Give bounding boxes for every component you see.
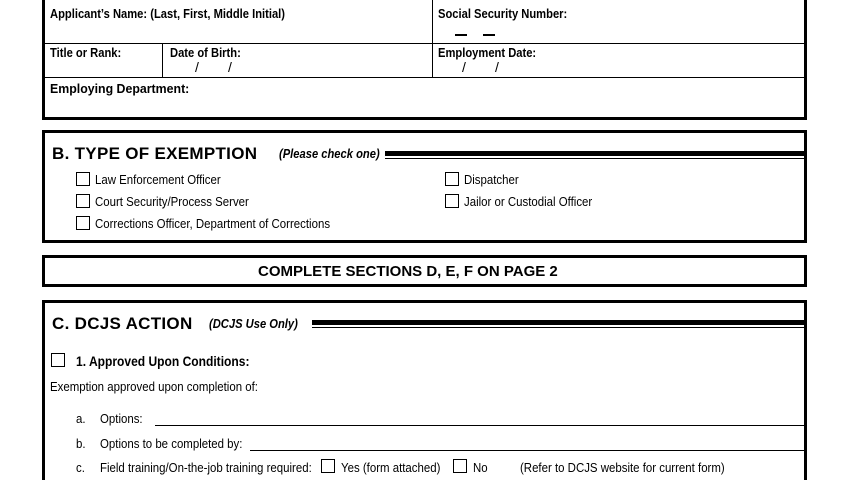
sub-b-letter: b. bbox=[76, 436, 86, 451]
section-b-rule-thick bbox=[385, 151, 805, 156]
options-label: Options: bbox=[100, 411, 143, 426]
employment-date-slash-2: / bbox=[495, 59, 499, 75]
title-rank-label: Title or Rank: bbox=[50, 45, 122, 60]
options-completed-by-label: Options to be completed by: bbox=[100, 436, 243, 451]
sub-a-letter: a. bbox=[76, 411, 86, 426]
law-enforcement-label: Law Enforcement Officer bbox=[95, 172, 221, 187]
section-b-title: B. TYPE OF EXEMPTION bbox=[52, 144, 258, 163]
complete-sections-text: COMPLETE SECTIONS D, E, F ON PAGE 2 bbox=[258, 263, 558, 280]
employment-date-label: Employment Date: bbox=[438, 45, 537, 60]
section-c-rule-thick bbox=[312, 320, 805, 325]
ssn-dash-2 bbox=[483, 34, 495, 36]
dispatcher-checkbox[interactable] bbox=[445, 172, 459, 186]
refer-dcjs-website-note: (Refer to DCJS website for current form) bbox=[520, 460, 725, 475]
field-training-yes-label: Yes (form attached) bbox=[341, 460, 441, 475]
dob-label: Date of Birth: bbox=[170, 45, 241, 60]
employing-dept-label: Employing Department: bbox=[50, 81, 190, 96]
section-a-row-divider-2 bbox=[44, 77, 805, 78]
jailor-label: Jailor or Custodial Officer bbox=[464, 194, 593, 209]
court-security-checkbox[interactable] bbox=[76, 194, 90, 208]
section-b-note: (Please check one) bbox=[279, 146, 380, 161]
employment-date-slash-1: / bbox=[462, 59, 466, 75]
field-training-label: Field training/On-the-job training required: bbox=[100, 460, 312, 475]
exemption-approved-desc: Exemption approved upon completion of: bbox=[50, 379, 258, 394]
section-c-rule-thin bbox=[312, 327, 805, 328]
dob-slash-1: / bbox=[195, 59, 199, 75]
corrections-officer-label: Corrections Officer, Department of Corrections bbox=[95, 216, 331, 231]
dispatcher-label: Dispatcher bbox=[464, 172, 519, 187]
ssn-label: Social Security Number: bbox=[438, 6, 568, 21]
approved-conditions-label: 1. Approved Upon Conditions: bbox=[76, 353, 250, 369]
corrections-officer-checkbox[interactable] bbox=[76, 216, 90, 230]
section-c-title: C. DCJS ACTION bbox=[52, 314, 193, 333]
dob-slash-2: / bbox=[228, 59, 232, 75]
field-training-yes-checkbox[interactable] bbox=[321, 459, 335, 473]
ssn-dash-1 bbox=[455, 34, 467, 36]
section-a-col-divider-2 bbox=[162, 43, 163, 77]
applicant-name-label: Applicant’s Name: (Last, First, Middle Initial) bbox=[50, 6, 286, 21]
law-enforcement-checkbox[interactable] bbox=[76, 172, 90, 186]
section-a-row-divider-1 bbox=[44, 43, 805, 44]
jailor-checkbox[interactable] bbox=[445, 194, 459, 208]
section-c-note: (DCJS Use Only) bbox=[209, 316, 298, 331]
options-input-line[interactable] bbox=[155, 425, 805, 426]
sub-c-letter: c. bbox=[76, 460, 85, 475]
section-a-col-divider bbox=[432, 0, 433, 77]
field-training-no-checkbox[interactable] bbox=[453, 459, 467, 473]
court-security-label: Court Security/Process Server bbox=[95, 194, 249, 209]
field-training-no-label: No bbox=[473, 460, 488, 475]
section-b-rule-thin bbox=[385, 158, 805, 159]
options-completed-by-input-line[interactable] bbox=[250, 450, 805, 451]
approved-conditions-checkbox[interactable] bbox=[51, 353, 65, 367]
